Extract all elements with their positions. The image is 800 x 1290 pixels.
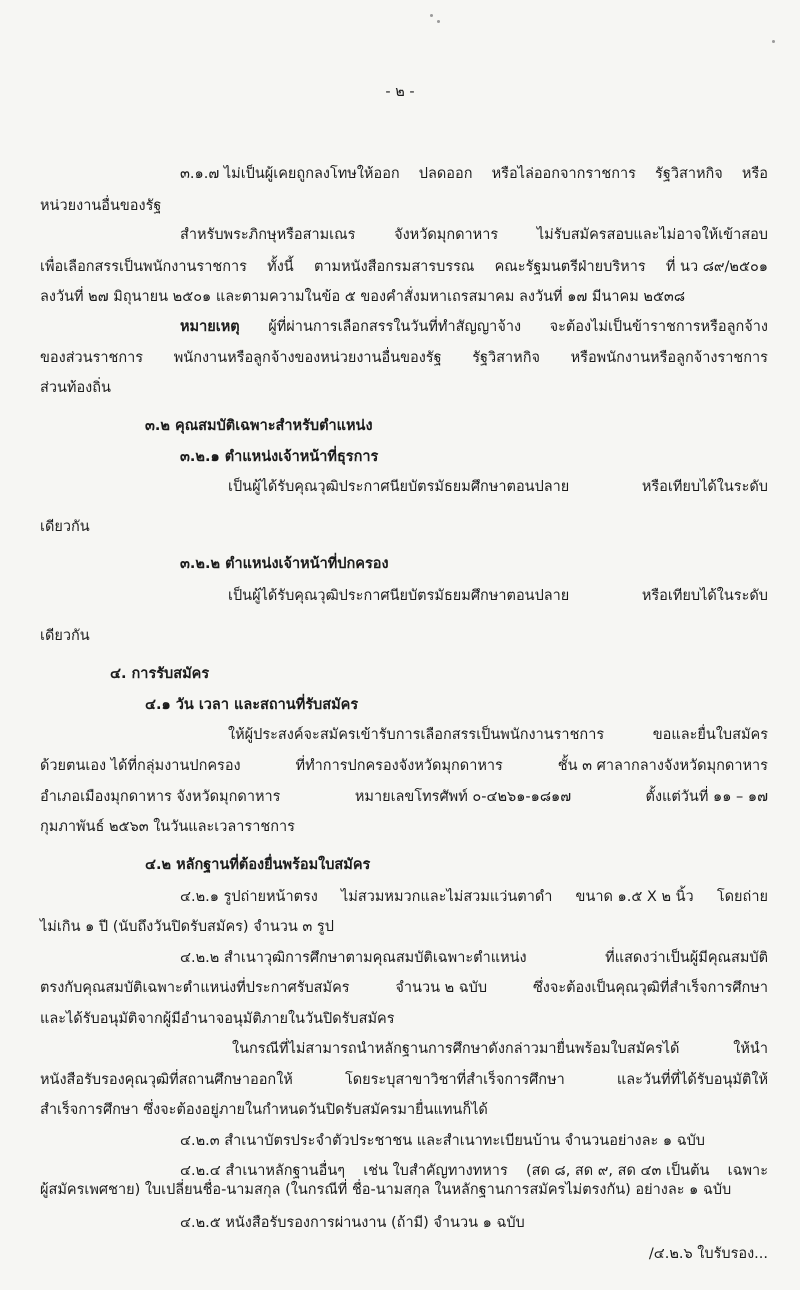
paragraph-line <box>40 978 768 998</box>
paragraph-line: หน่วยงานอื่นของรัฐ <box>40 198 162 214</box>
subsection-heading: ๔.๑ วัน เวลา และสถานที่รับสมัคร <box>145 697 359 713</box>
scan-speck <box>437 20 440 23</box>
page-footer: /๔.๒.๖ ใบรับรอง... <box>648 1246 768 1262</box>
text-segment: ในกรณีที่ไม่สามารถนำหลักฐานการศึกษาดังกล่าวมายื่นพร้อมใบสมัครได้ <box>232 1041 680 1057</box>
paragraph-line: เดียวกัน <box>40 519 90 535</box>
text-segment: ผู้ที่ผ่านการเลือกสรรในวันที่ทำสัญญาจ้าง <box>268 319 522 335</box>
text-segment: หรือเทียบได้ในระดับ <box>641 479 768 495</box>
text-segment: เพื่อเลือกสรรเป็นพนักงานราชการ <box>40 259 247 275</box>
text-segment: รัฐวิสาหกิจ <box>472 350 540 366</box>
text-segment: ตรงกับคุณสมบัติเฉพาะตำแหน่งที่ประกาศรับสมัคร <box>40 980 350 996</box>
text-segment: ซึ่งจะต้องเป็นคุณวุฒิที่สำเร็จการศึกษา <box>532 980 768 996</box>
text-segment: จังหวัดมุกดาหาร <box>394 227 499 243</box>
text-segment: ให้ผู้ประสงค์จะสมัครเข้ารับการเลือกสรรเป็นพนักงานราชการ <box>228 727 605 743</box>
section-heading: ๔. การรับสมัคร <box>110 666 210 682</box>
text-segment: หรือไล่ออกจากราชการ <box>491 166 636 182</box>
text-segment: ทั้งนี้ <box>267 259 294 275</box>
paragraph-line <box>40 257 768 277</box>
text-segment: ไม่สวมหมวกและไม่สวมแว่นตาดำ <box>341 889 553 905</box>
text-segment: พนักงานหรือลูกจ้างของหน่วยงานอื่นของรัฐ <box>173 350 442 366</box>
text-segment: (สด ๘, สด ๙, สด ๔๓ เป็นต้น <box>525 1163 710 1179</box>
paragraph-line <box>180 1161 768 1181</box>
page-number: - ๒ - <box>385 84 415 100</box>
text-segment: ปลดออก <box>418 166 473 182</box>
text-segment: ที่แสดงว่าเป็นผู้มีคุณสมบัติ <box>605 950 768 966</box>
subsection-heading: ๔.๒ หลักฐานที่ต้องยื่นพร้อมใบสมัคร <box>145 857 371 873</box>
text-segment: ของส่วนราชการ <box>40 350 144 366</box>
text-segment: จำนวน ๒ ฉบับ <box>395 980 488 996</box>
paragraph-line: ไม่เกิน ๑ ปี (นับถึงวันปิดรับสมัคร) จำนวน ๓ รูป <box>40 919 334 935</box>
paragraph-line: ส่วนท้องถิ่น <box>40 380 111 396</box>
text-segment: เป็นผู้ได้รับคุณวุฒิประกาศนียบัตรมัธยมศึกษาตอนปลาย <box>228 479 570 495</box>
paragraph-line <box>228 477 768 497</box>
text-segment: ตั้งแต่วันที่ ๑๑ – ๑๗ <box>645 789 768 805</box>
text-segment: ให้นำ <box>733 1041 768 1057</box>
text-segment: ตามหนังสือกรมสารบรรณ <box>313 259 475 275</box>
paragraph-line <box>40 1070 768 1090</box>
scan-speck <box>430 14 433 17</box>
paragraph-line <box>232 1039 768 1059</box>
text-segment: ๔.๒.๒ สำเนาวุฒิการศึกษาตามคุณสมบัติเฉพาะตำแหน่ง <box>180 950 527 966</box>
paragraph-line: สำเร็จการศึกษา ซึ่งจะต้องอยู่ภายในกำหนดวันปิดรับสมัครมายื่นแทนก็ได้ <box>40 1102 488 1118</box>
paragraph-line <box>40 756 768 776</box>
scan-speck <box>772 40 775 43</box>
section-heading: ๓.๒ คุณสมบัติเฉพาะสำหรับตำแหน่ง <box>145 418 373 434</box>
text-segment: หมายเลขโทรศัพท์ ๐-๔๒๖๑-๑๘๑๗ <box>354 789 572 805</box>
text-segment: เฉพาะ <box>727 1163 768 1179</box>
paragraph-line: ผู้สมัครเพศชาย) ใบเปลี่ยนชื่อ-นามสกุล (ในกรณีที่ ชื่อ-นามสกุล ในหลักฐานการสมัครไม่ตรงกัน) อย่างละ ๑ ฉบับ <box>40 1182 732 1198</box>
text-segment: ไม่รับสมัครสอบและไม่อาจให้เข้าสอบ <box>536 227 768 243</box>
paragraph-line <box>180 887 768 907</box>
paragraph-line <box>180 164 768 184</box>
paragraph-line <box>40 787 768 807</box>
paragraph-line <box>180 225 768 245</box>
paragraph-line: และได้รับอนุมัติจากผู้มีอำนาจอนุมัติภายในวันปิดรับสมัคร <box>40 1011 395 1027</box>
paragraph-line <box>40 348 768 368</box>
text-segment: เป็นผู้ได้รับคุณวุฒิประกาศนียบัตรมัธยมศึกษาตอนปลาย <box>228 588 570 604</box>
paragraph-line: ๔.๒.๕ หนังสือรับรองการผ่านงาน (ถ้ามี) จำนวน ๑ ฉบับ <box>180 1215 525 1231</box>
text-segment: และวันที่ที่ได้รับอนุมัติให้ <box>616 1072 768 1088</box>
paragraph-line: ๔.๒.๓ สำเนาบัตรประจำตัวประชาชน และสำเนาทะเบียนบ้าน จำนวนอย่างละ ๑ ฉบับ <box>180 1133 706 1149</box>
text-segment: ชั้น ๓ ศาลากลางจังหวัดมุกดาหาร <box>557 758 768 774</box>
text-segment: ที่ นว ๘๙/๒๕๐๑ <box>665 259 768 275</box>
text-segment: คณะรัฐมนตรีฝ่ายบริหาร <box>494 259 646 275</box>
note-label: หมายเหตุ <box>180 319 240 335</box>
text-segment: ขนาด ๑.๕ X ๒ นิ้ว <box>575 889 694 905</box>
text-segment: หนังสือรับรองคุณวุฒิที่สถานศึกษาออกให้ <box>40 1072 293 1088</box>
paragraph-line: กุมภาพันธ์ ๒๕๖๓ ในวันและเวลาราชการ <box>40 819 295 835</box>
paragraph-line: ลงวันที่ ๒๗ มิถุนายน ๒๕๐๑ และตามความในข้อ ๕ ของคำสั่งมหาเถรสมาคม ลงวันที่ ๑๗ มีนาคม ๒๕๓๘ <box>40 289 686 305</box>
paragraph-line <box>180 948 768 968</box>
text-segment: โดยระบุสาขาวิชาที่สำเร็จการศึกษา <box>344 1072 565 1088</box>
text-segment: หรือ <box>741 166 768 182</box>
text-segment: สำหรับพระภิกษุหรือสามเณร <box>180 227 356 243</box>
paragraph-line <box>228 725 768 745</box>
text-segment: โดยถ่าย <box>716 889 768 905</box>
text-segment: ขอและยื่นใบสมัคร <box>652 727 768 743</box>
text-segment: หรือเทียบได้ในระดับ <box>641 588 768 604</box>
paragraph-line: เดียวกัน <box>40 628 90 644</box>
text-segment: ที่ทำการปกครองจังหวัดมุกดาหาร <box>295 758 503 774</box>
text-segment: ๓.๑.๗ ไม่เป็นผู้เคยถูกลงโทษให้ออก <box>180 166 400 182</box>
text-segment: จะต้องไม่เป็นข้าราชการหรือลูกจ้าง <box>549 319 768 335</box>
text-segment: รัฐวิสาหกิจ <box>655 166 723 182</box>
text-segment: อำเภอเมืองมุกดาหาร จังหวัดมุกดาหาร <box>40 789 281 805</box>
text-segment: ๔.๒.๔ สำเนาหลักฐานอื่นๆ <box>180 1163 346 1179</box>
text-segment: เช่น ใบสำคัญทางทหาร <box>363 1163 508 1179</box>
text-segment: ด้วยตนเอง ได้ที่กลุ่มงานปกครอง <box>40 758 241 774</box>
subsection-heading: ๓.๒.๒ ตำแหน่งเจ้าหน้าที่ปกครอง <box>180 556 389 572</box>
text-segment: ๔.๒.๑ รูปถ่ายหน้าตรง <box>180 889 318 905</box>
subsection-heading: ๓.๒.๑ ตำแหน่งเจ้าหน้าที่ธุรการ <box>180 449 379 465</box>
paragraph-line <box>180 317 768 337</box>
paragraph-line <box>228 586 768 606</box>
text-segment: หรือพนักงานหรือลูกจ้างราชการ <box>570 350 768 366</box>
